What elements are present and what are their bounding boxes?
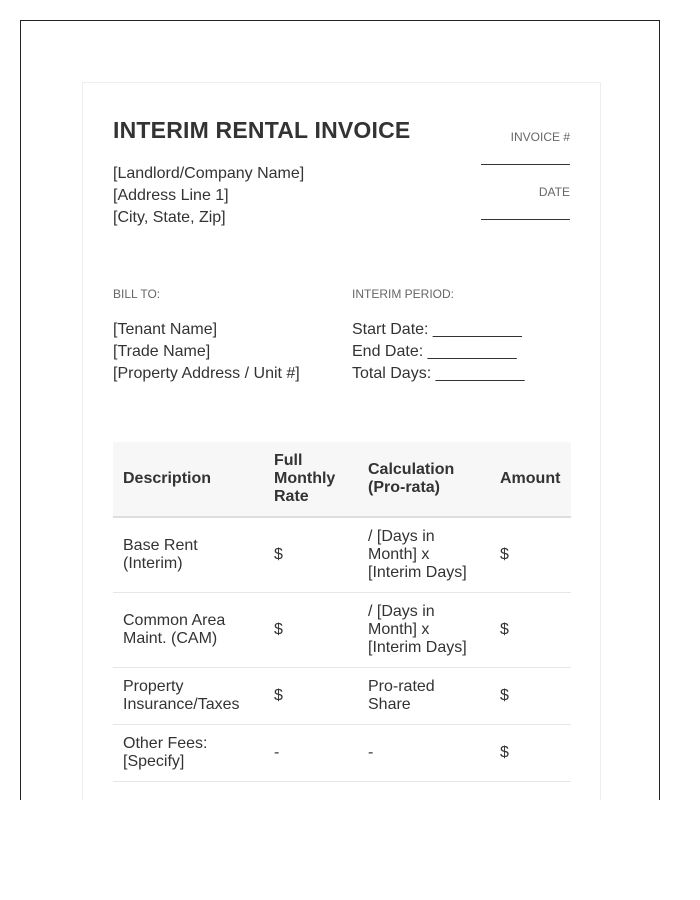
bill-to-block [113, 319, 300, 385]
landlord-name: [Landlord/Company Name] [113, 165, 305, 182]
row-calculation: / [Days in Month] x [Interim Days] [358, 593, 490, 668]
table-row [113, 725, 571, 782]
trade-name: [Trade Name] [113, 343, 211, 360]
row-rate: $ [264, 668, 358, 725]
header-full-monthly-rate: Full Monthly Rate [264, 442, 358, 517]
end-date: End Date: __________ [352, 343, 517, 360]
property-address: [Property Address / Unit #] [113, 365, 300, 382]
header-calculation: Calculation (Pro-rata) [358, 442, 490, 517]
charges-table [113, 442, 571, 782]
tenant-name: [Tenant Name] [113, 321, 218, 338]
row-amount: $ [490, 517, 571, 593]
invoice-sheet [82, 82, 601, 800]
date-label: DATE [538, 185, 570, 199]
invoice-number-line [481, 164, 570, 165]
row-calculation: / [Days in Month] x [Interim Days] [358, 517, 490, 593]
row-description: Common Area Maint. (CAM) [113, 593, 264, 668]
row-rate: - [264, 725, 358, 782]
row-amount: $ [490, 725, 571, 782]
row-description: Property Insurance/Taxes [113, 668, 264, 725]
date-line [481, 219, 570, 220]
table-row [113, 668, 571, 725]
table-header-row [113, 442, 571, 517]
table-row [113, 593, 571, 668]
document-frame [20, 20, 660, 800]
row-description: Base Rent (Interim) [113, 517, 264, 593]
invoice-title: INTERIM RENTAL INVOICE [113, 117, 411, 143]
interim-period-block [352, 319, 525, 385]
row-calculation: - [358, 725, 490, 782]
header-amount: Amount [490, 442, 571, 517]
landlord-address-line-1: [Address Line 1] [113, 187, 229, 204]
row-calculation: Pro-rated Share [358, 668, 490, 725]
row-rate: $ [264, 517, 358, 593]
table-row [113, 517, 571, 593]
row-amount: $ [490, 593, 571, 668]
landlord-city-state-zip: [City, State, Zip] [113, 209, 226, 226]
bill-to-label: BILL TO: [113, 287, 161, 301]
landlord-address [113, 163, 304, 229]
header-description: Description [113, 442, 264, 517]
row-description: Other Fees: [Specify] [113, 725, 264, 782]
total-days: Total Days: __________ [352, 365, 525, 382]
row-amount: $ [490, 668, 571, 725]
interim-period-label: INTERIM PERIOD: [352, 287, 455, 301]
row-rate: $ [264, 593, 358, 668]
start-date: Start Date: __________ [352, 321, 522, 338]
invoice-number-label: INVOICE # [510, 130, 570, 144]
